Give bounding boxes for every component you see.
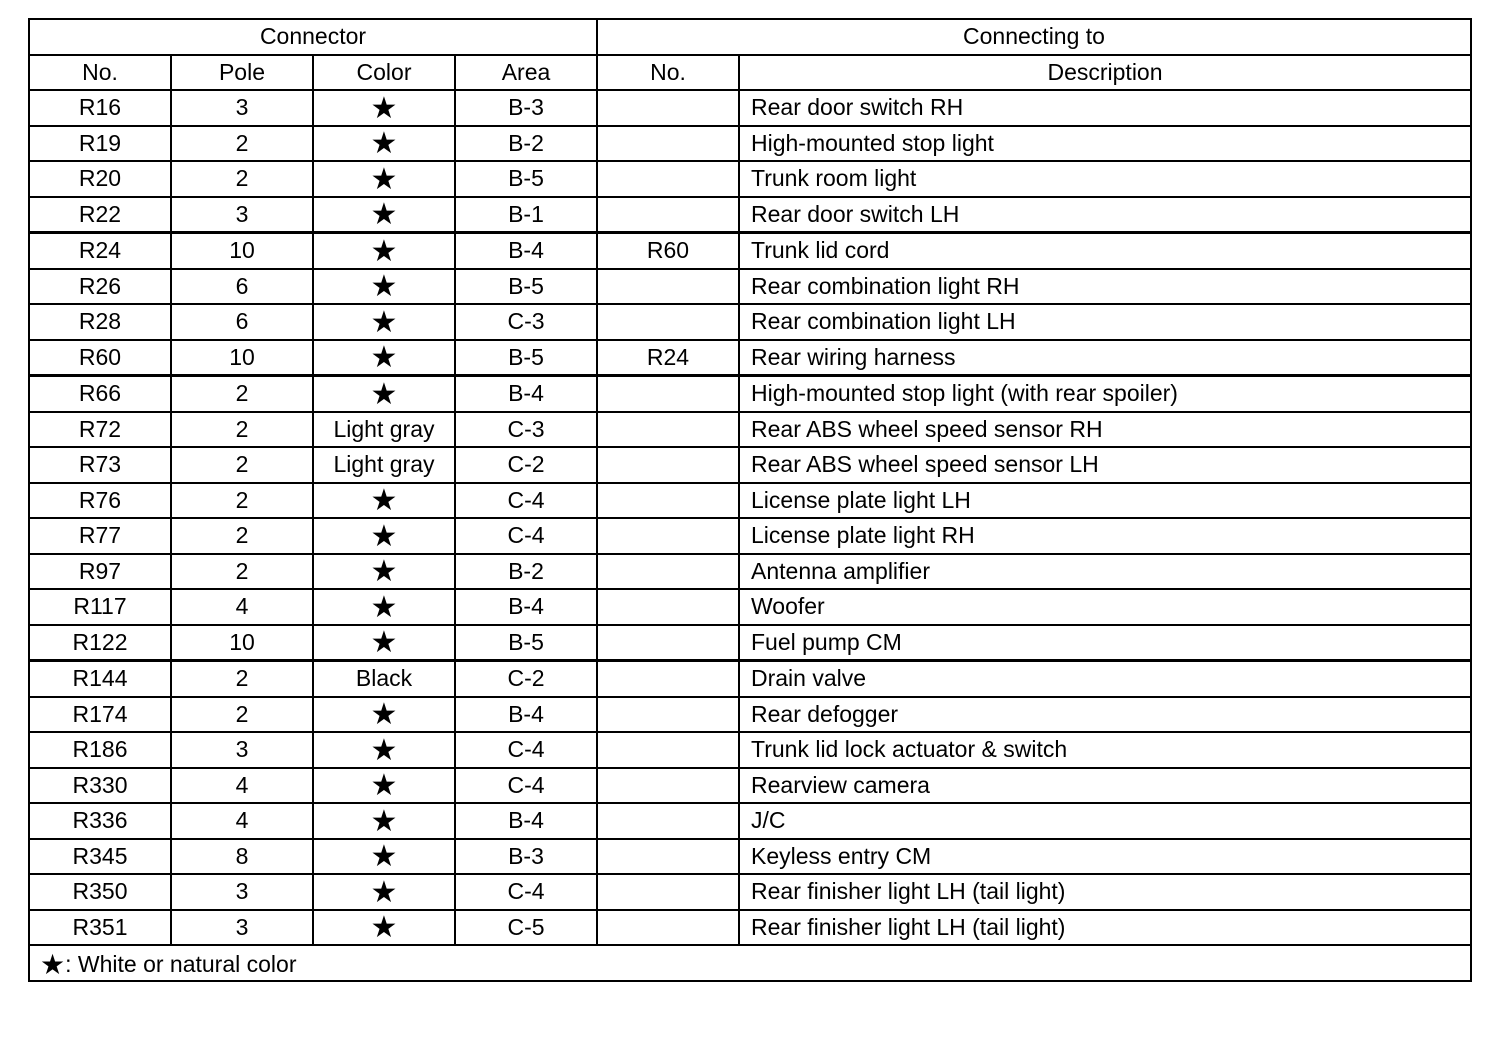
star-icon: ★ [370,626,398,660]
table-row [29,269,1471,305]
connector-no-cell: R20 [29,161,171,197]
connecting-no-cell [597,839,739,875]
area-cell: C-4 [455,874,597,910]
connector-table [28,18,1472,982]
area-cell: C-5 [455,910,597,946]
area-cell: C-3 [455,412,597,448]
star-icon: ★ [370,519,398,553]
pole-cell: 2 [171,483,313,519]
connecting-no-column-header: No. [597,55,739,91]
color-cell [313,269,455,305]
star-icon: ★ [370,769,398,803]
connector-no-cell: R76 [29,483,171,519]
pole-cell: 10 [171,233,313,269]
pole-cell: 6 [171,269,313,305]
star-icon: ★ [370,341,398,375]
area-cell: C-4 [455,483,597,519]
color-cell [313,340,455,376]
description-cell: Rear combination light RH [739,269,1471,305]
star-icon: ★ [370,377,398,411]
description-cell: License plate light LH [739,483,1471,519]
connecting-no-cell [597,126,739,162]
description-cell: Rear finisher light LH (tail light) [739,910,1471,946]
star-icon: ★ [370,127,398,161]
star-icon: ★ [370,804,398,838]
connecting-no-cell [597,803,739,839]
area-column-header: Area [455,55,597,91]
table-row [29,839,1471,875]
area-cell: B-5 [455,340,597,376]
description-cell: Rear combination light LH [739,304,1471,340]
star-icon: ★ [40,948,66,980]
star-icon: ★ [370,234,398,268]
connecting-no-cell [597,197,739,233]
table-row [29,233,1471,269]
pole-cell: 3 [171,90,313,126]
pole-cell: 2 [171,447,313,483]
connecting-no-cell [597,304,739,340]
connector-no-cell: R174 [29,697,171,733]
color-cell [313,90,455,126]
connector-no-cell: R73 [29,447,171,483]
area-cell: B-4 [455,803,597,839]
table-row [29,625,1471,661]
star-icon: ★ [370,270,398,304]
connecting-no-cell [597,447,739,483]
connector-no-cell: R16 [29,90,171,126]
connector-no-cell: R72 [29,412,171,448]
star-icon: ★ [370,198,398,232]
connector-no-cell: R144 [29,661,171,697]
color-cell: Light gray [313,412,455,448]
table-row [29,661,1471,697]
table-row [29,90,1471,126]
pole-cell: 2 [171,661,313,697]
connector-no-cell: R26 [29,269,171,305]
area-cell: B-3 [455,90,597,126]
pole-cell: 3 [171,197,313,233]
star-icon: ★ [370,875,398,909]
footnote-text: : White or natural color [65,950,297,977]
table-row [29,768,1471,804]
table-row [29,376,1471,412]
description-cell: Trunk lid cord [739,233,1471,269]
area-cell: B-5 [455,269,597,305]
description-cell: Trunk room light [739,161,1471,197]
area-cell: C-3 [455,304,597,340]
star-icon: ★ [370,840,398,874]
description-cell: Rear ABS wheel speed sensor RH [739,412,1471,448]
table-row [29,554,1471,590]
connector-no-cell: R22 [29,197,171,233]
connecting-to-group-header: Connecting to [597,19,1471,55]
color-cell [313,197,455,233]
color-column-header: Color [313,55,455,91]
table-row [29,803,1471,839]
connector-no-cell: R351 [29,910,171,946]
area-cell: B-4 [455,233,597,269]
table-row [29,304,1471,340]
table-row [29,874,1471,910]
connecting-no-cell [597,874,739,910]
description-cell: Woofer [739,589,1471,625]
pole-cell: 2 [171,554,313,590]
connector-no-cell: R66 [29,376,171,412]
table-row [29,732,1471,768]
table-row [29,197,1471,233]
pole-cell: 4 [171,803,313,839]
color-cell [313,625,455,661]
star-icon: ★ [370,911,398,945]
description-column-header: Description [739,55,1471,91]
description-cell: Keyless entry CM [739,839,1471,875]
description-cell: Drain valve [739,661,1471,697]
connector-no-cell: R77 [29,518,171,554]
connecting-no-cell [597,90,739,126]
table-body [29,90,1471,945]
table-row [29,447,1471,483]
description-cell: Rear wiring harness [739,340,1471,376]
area-cell: C-4 [455,518,597,554]
star-icon: ★ [370,305,398,339]
footnote-cell [29,945,1471,981]
color-cell [313,554,455,590]
pole-cell: 10 [171,625,313,661]
star-icon: ★ [370,484,398,518]
area-cell: B-2 [455,126,597,162]
area-cell: C-2 [455,661,597,697]
description-cell: Rear ABS wheel speed sensor LH [739,447,1471,483]
area-cell: C-2 [455,447,597,483]
area-cell: B-4 [455,697,597,733]
pole-cell: 3 [171,910,313,946]
pole-cell: 2 [171,412,313,448]
connector-no-cell: R122 [29,625,171,661]
color-cell [313,910,455,946]
connector-no-cell: R97 [29,554,171,590]
footnote-row [29,945,1471,981]
color-cell: Light gray [313,447,455,483]
pole-column-header: Pole [171,55,313,91]
color-cell [313,732,455,768]
pole-cell: 4 [171,589,313,625]
pole-cell: 3 [171,732,313,768]
connecting-no-cell [597,697,739,733]
table-row [29,126,1471,162]
connector-no-cell: R117 [29,589,171,625]
description-cell: Antenna amplifier [739,554,1471,590]
pole-cell: 8 [171,839,313,875]
connecting-no-cell: R60 [597,233,739,269]
connecting-no-cell [597,376,739,412]
table-row [29,340,1471,376]
connecting-no-cell [597,518,739,554]
area-cell: C-4 [455,732,597,768]
color-cell [313,233,455,269]
area-cell: B-5 [455,161,597,197]
pole-cell: 2 [171,376,313,412]
color-cell [313,161,455,197]
pole-cell: 2 [171,161,313,197]
connecting-no-cell [597,732,739,768]
color-cell [313,304,455,340]
connecting-no-cell [597,269,739,305]
connecting-no-cell [597,412,739,448]
star-icon: ★ [370,91,398,125]
connecting-no-cell [597,589,739,625]
connecting-no-cell [597,554,739,590]
color-cell [313,768,455,804]
area-cell: B-3 [455,839,597,875]
color-cell [313,697,455,733]
color-cell [313,126,455,162]
description-cell: J/C [739,803,1471,839]
color-cell [313,803,455,839]
star-icon: ★ [370,555,398,589]
connecting-no-cell [597,625,739,661]
color-cell [313,376,455,412]
connecting-no-cell [597,161,739,197]
connector-no-cell: R28 [29,304,171,340]
table-row [29,412,1471,448]
color-cell [313,518,455,554]
description-cell: Rear finisher light LH (tail light) [739,874,1471,910]
connector-no-cell: R186 [29,732,171,768]
color-cell [313,874,455,910]
description-cell: Rear door switch RH [739,90,1471,126]
pole-cell: 2 [171,126,313,162]
star-icon: ★ [370,698,398,732]
color-cell: Black [313,661,455,697]
area-cell: B-1 [455,197,597,233]
area-cell: B-4 [455,376,597,412]
pole-cell: 3 [171,874,313,910]
description-cell: Fuel pump CM [739,625,1471,661]
pole-cell: 2 [171,518,313,554]
color-cell [313,839,455,875]
pole-cell: 2 [171,697,313,733]
no-column-header: No. [29,55,171,91]
connector-no-cell: R345 [29,839,171,875]
pole-cell: 10 [171,340,313,376]
area-cell: B-2 [455,554,597,590]
connector-no-cell: R330 [29,768,171,804]
connector-no-cell: R24 [29,233,171,269]
group-header-row [29,19,1471,55]
connector-group-header: Connector [29,19,597,55]
description-cell: High-mounted stop light [739,126,1471,162]
description-cell: High-mounted stop light (with rear spoiler) [739,376,1471,412]
table-row [29,483,1471,519]
description-cell: License plate light RH [739,518,1471,554]
connecting-no-cell [597,661,739,697]
star-icon: ★ [370,162,398,196]
connector-no-cell: R350 [29,874,171,910]
connector-no-cell: R19 [29,126,171,162]
pole-cell: 4 [171,768,313,804]
connecting-no-cell: R24 [597,340,739,376]
table-row [29,697,1471,733]
table-row [29,161,1471,197]
connector-no-cell: R60 [29,340,171,376]
description-cell: Rearview camera [739,768,1471,804]
area-cell: C-4 [455,768,597,804]
table-row [29,910,1471,946]
description-cell: Rear door switch LH [739,197,1471,233]
color-cell [313,589,455,625]
description-cell: Trunk lid lock actuator & switch [739,732,1471,768]
connector-no-cell: R336 [29,803,171,839]
table-row [29,518,1471,554]
star-icon: ★ [370,590,398,624]
connecting-no-cell [597,768,739,804]
color-cell [313,483,455,519]
column-header-row [29,55,1471,91]
connecting-no-cell [597,483,739,519]
area-cell: B-5 [455,625,597,661]
table-row [29,589,1471,625]
area-cell: B-4 [455,589,597,625]
star-icon: ★ [370,733,398,767]
pole-cell: 6 [171,304,313,340]
description-cell: Rear defogger [739,697,1471,733]
connecting-no-cell [597,910,739,946]
